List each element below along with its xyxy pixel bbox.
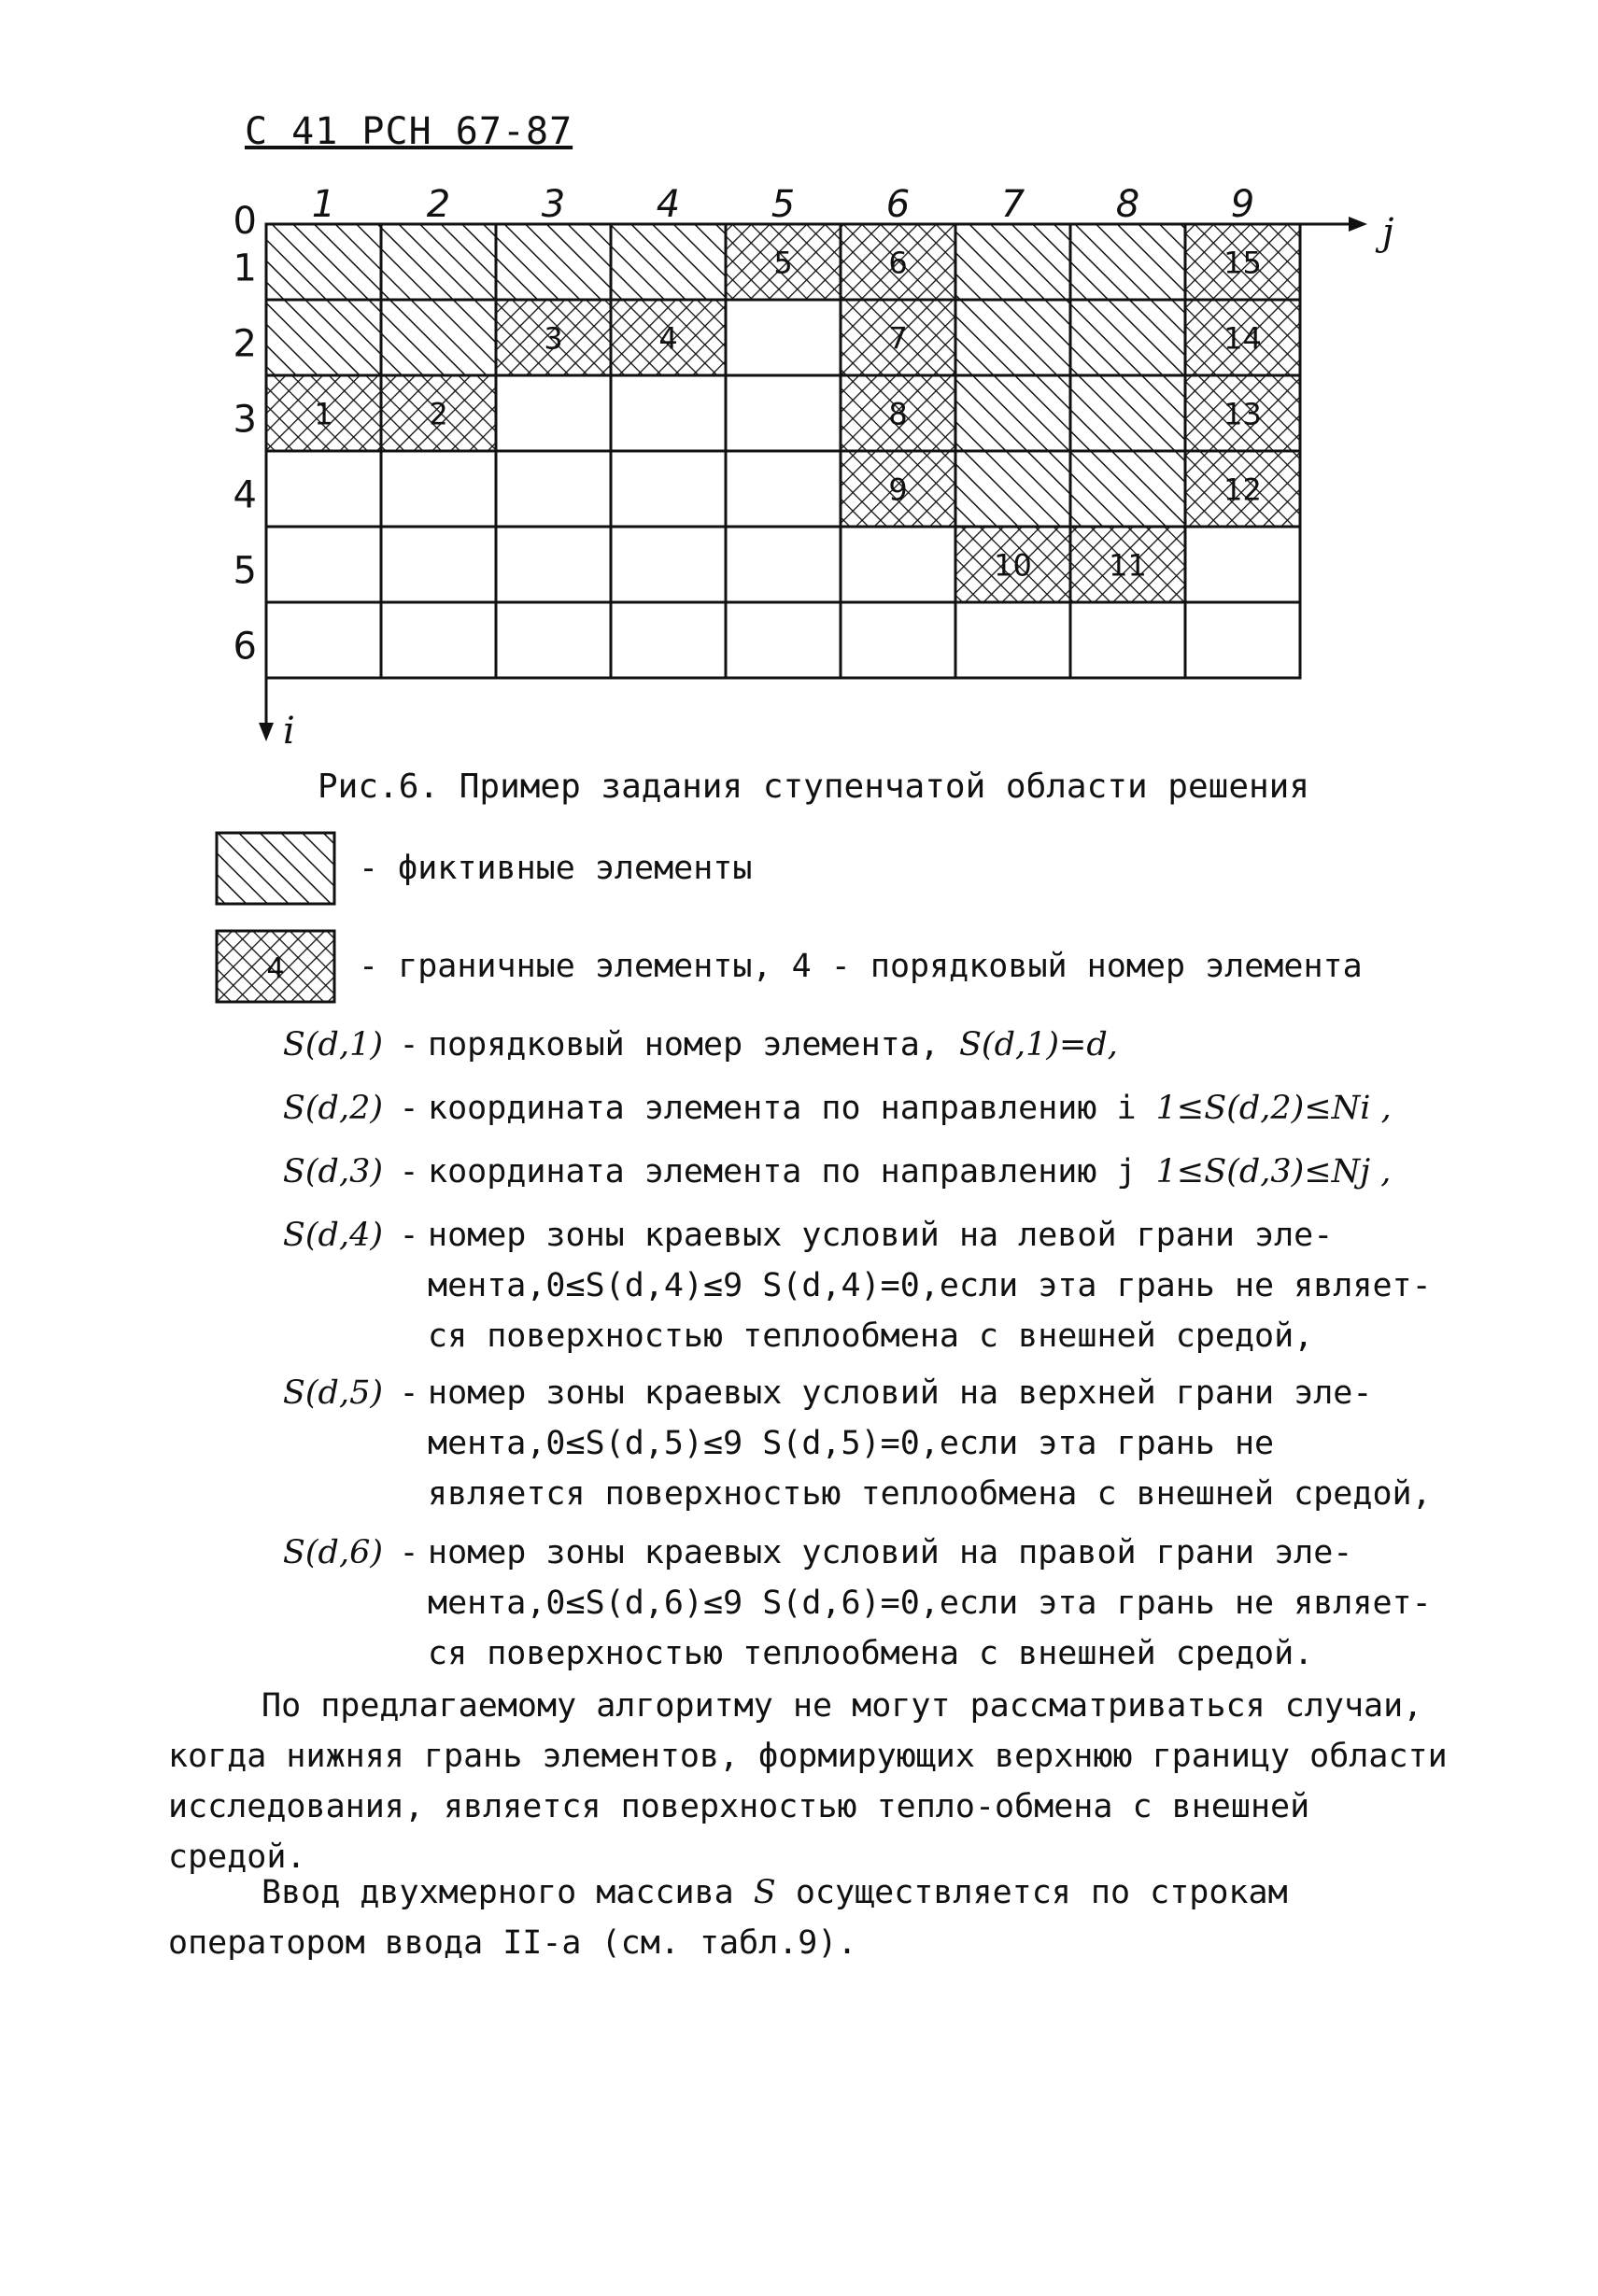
fictitious-cell xyxy=(955,300,1070,375)
column-label: 7 xyxy=(1000,183,1025,226)
column-label: 6 xyxy=(885,183,911,226)
row-label: 2 xyxy=(233,322,257,366)
domain-cell xyxy=(611,527,726,602)
def-symbol: S(d,3) xyxy=(282,1153,383,1190)
domain-cell xyxy=(841,602,955,678)
def-text: номер зоны краевых условий на верхней грани эле-мента,0≤S(d,5)≤9 S(d,5)=0,если эта грань не является поверхностью теплообмена с внешней средой, xyxy=(428,1374,1432,1513)
array-symbol: S xyxy=(753,1874,776,1911)
def-note: 1≤S(d,3)≤Nj , xyxy=(1155,1153,1392,1190)
row-label: 5 xyxy=(233,549,257,593)
fictitious-cell xyxy=(955,451,1070,527)
fictitious-cell xyxy=(1070,300,1185,375)
page-header: С 41 РСН 67-87 xyxy=(245,110,573,153)
cell-number: 12 xyxy=(1223,472,1262,508)
cell-number: 4 xyxy=(658,320,678,357)
domain-cell xyxy=(496,527,611,602)
domain-cell xyxy=(381,602,496,678)
domain-cell xyxy=(381,451,496,527)
cell-number: 3 xyxy=(544,320,563,357)
row-label: 6 xyxy=(233,625,257,669)
domain-cell xyxy=(841,527,955,602)
column-label: 1 xyxy=(311,183,336,226)
row-label: 1 xyxy=(233,247,257,290)
legend-boundary xyxy=(215,929,1363,1004)
def-symbol: S(d,6) xyxy=(282,1534,383,1571)
def-symbol: S(d,4) xyxy=(282,1217,383,1254)
paragraph-input: Ввод двухмерного массива S осуществляется по строкам оператором ввода II-а (см. табл.9). xyxy=(168,1874,1288,1962)
domain-cell xyxy=(611,375,726,451)
fictitious-cell xyxy=(611,224,726,300)
domain-cell xyxy=(726,300,841,375)
paragraph-limitation-text: По предлагаемому алгоритму не могут рассматриваться случаи, когда нижняя грань элементов, формирующих верхнюю границу области исследования, является поверхностью тепло-обмена с внешней средой. xyxy=(168,1687,1448,1876)
def-text: номер зоны краевых условий на правой грани эле-мента,0≤S(d,6)≤9 S(d,6)=0,если эта грань не являет-ся поверхностью теплообмена с внешней средой. xyxy=(428,1534,1432,1672)
fictitious-cell xyxy=(1070,375,1185,451)
domain-cell xyxy=(726,451,841,527)
cell-number: 2 xyxy=(429,396,448,432)
axis-i-arrow xyxy=(259,723,274,741)
domain-cell xyxy=(611,602,726,678)
column-label: 4 xyxy=(656,183,681,226)
fictitious-cell xyxy=(266,300,381,375)
domain-cell xyxy=(611,451,726,527)
domain-cell xyxy=(726,375,841,451)
column-label: 9 xyxy=(1230,183,1255,226)
fictitious-cell xyxy=(1070,451,1185,527)
axis-j-label: j xyxy=(1382,211,1394,254)
domain-cell xyxy=(1185,527,1300,602)
def-row-1: S(d,1) - порядковый номер элемента, S(d,1)=d, xyxy=(205,1020,1448,1070)
domain-cell xyxy=(726,527,841,602)
domain-cell xyxy=(266,451,381,527)
def-text: номер зоны краевых условий на левой грани эле-мента,0≤S(d,4)≤9 S(d,4)=0,если эта грань не являет-ся поверхностью теплообмена с внешней средой, xyxy=(428,1217,1432,1355)
def-symbol: S(d,5) xyxy=(282,1374,383,1412)
def-text: координата элемента по направлению i xyxy=(428,1090,1156,1127)
domain-cell xyxy=(496,451,611,527)
domain-cell xyxy=(266,602,381,678)
fictitious-cell xyxy=(1070,224,1185,300)
domain-cell xyxy=(266,527,381,602)
row-label: 3 xyxy=(233,398,257,442)
legend-fictitious-label: - фиктивные элементы xyxy=(359,850,753,887)
domain-cell xyxy=(955,602,1070,678)
def-note: S(d,1)=d, xyxy=(958,1026,1118,1063)
domain-cell xyxy=(496,602,611,678)
column-label: 5 xyxy=(771,183,796,226)
cell-number: 11 xyxy=(1109,547,1147,584)
def-row-6: S(d,6) - номер зоны краевых условий на правой грани эле-мента,0≤S(d,6)≤9 S(d,6)=0,если эта грань не являет-ся поверхностью теплообмена с внешней средой. xyxy=(205,1528,1448,1679)
boundary-swatch-number: 4 xyxy=(266,952,285,985)
row-label: 0 xyxy=(233,200,257,243)
legend-fictitious xyxy=(215,831,752,906)
domain-cell xyxy=(381,527,496,602)
cell-number: 7 xyxy=(888,320,908,357)
paragraph-limitation xyxy=(168,1681,1457,1882)
domain-cell xyxy=(496,375,611,451)
cell-number: 1 xyxy=(314,396,333,432)
fictitious-cell xyxy=(381,300,496,375)
domain-cell xyxy=(1070,602,1185,678)
domain-cell xyxy=(1185,602,1300,678)
domain-cell xyxy=(726,602,841,678)
row-label: 4 xyxy=(233,473,257,517)
def-text: координата элемента по направлению j xyxy=(428,1153,1156,1190)
fictitious-swatch xyxy=(215,831,336,906)
def-text: порядковый номер элемента, xyxy=(428,1026,959,1063)
cell-number: 8 xyxy=(888,396,908,432)
def-row-2: S(d,2) - координата элемента по направлению i 1≤S(d,2)≤Ni , xyxy=(205,1083,1448,1134)
axis-j-arrow xyxy=(1349,217,1367,232)
fictitious-cell xyxy=(955,375,1070,451)
fictitious-cell xyxy=(496,224,611,300)
cell-number: 13 xyxy=(1223,396,1262,432)
def-symbol: S(d,2) xyxy=(282,1090,383,1127)
fictitious-cell xyxy=(955,224,1070,300)
legend-boundary-label: - граничные элементы, 4 - порядковый номер элемента xyxy=(359,948,1363,985)
fictitious-cell xyxy=(266,224,381,300)
def-row-3: S(d,3) - координата элемента по направлению j 1≤S(d,3)≤Nj , xyxy=(205,1147,1448,1197)
column-label: 3 xyxy=(541,183,566,226)
def-row-4: S(d,4) - номер зоны краевых условий на левой грани эле-мента,0≤S(d,4)≤9 S(d,4)=0,если эта грань не являет-ся поверхностью теплообмена с внешней средой, xyxy=(205,1210,1448,1361)
cell-number: 6 xyxy=(888,245,908,281)
def-symbol: S(d,1) xyxy=(282,1026,383,1063)
axis-i-label: i xyxy=(283,710,295,753)
figure-caption: Рис.6. Пример задания ступенчатой области решения xyxy=(318,768,1310,806)
column-label: 8 xyxy=(1115,183,1140,226)
step-domain-figure xyxy=(224,177,1438,756)
cell-number: 15 xyxy=(1223,245,1262,281)
cell-number: 9 xyxy=(888,472,908,508)
fictitious-cell xyxy=(381,224,496,300)
boundary-swatch xyxy=(215,929,336,1004)
def-row-5: S(d,5) - номер зоны краевых условий на верхней грани эле-мента,0≤S(d,5)≤9 S(d,5)=0,если эта грань не является поверхностью теплообмена с внешней средой, xyxy=(205,1368,1448,1519)
cell-number: 10 xyxy=(994,547,1032,584)
cell-number: 14 xyxy=(1223,320,1262,357)
cell-number: 5 xyxy=(773,245,793,281)
column-label: 2 xyxy=(426,183,451,226)
def-note: 1≤S(d,2)≤Ni , xyxy=(1155,1090,1392,1127)
